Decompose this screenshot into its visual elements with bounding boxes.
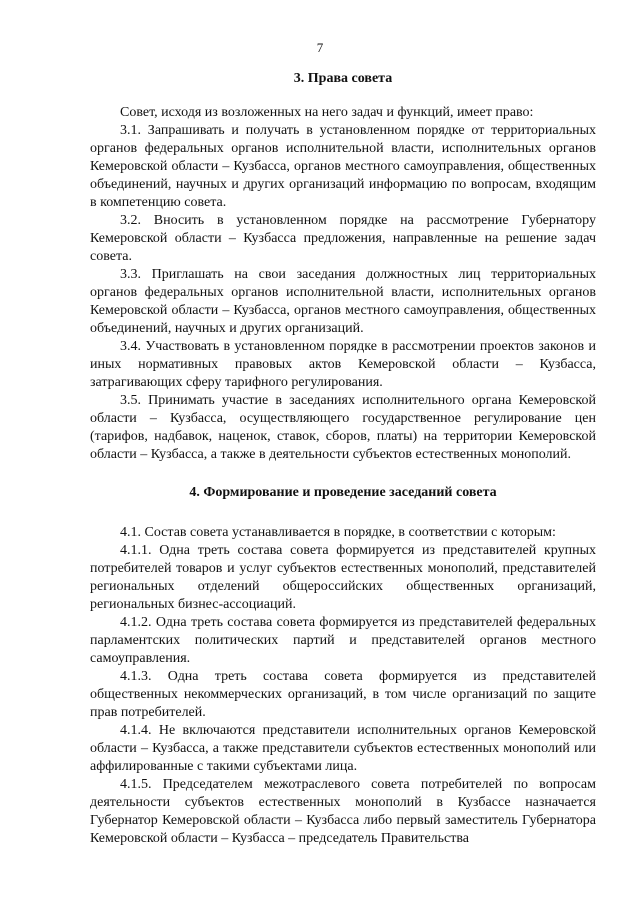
clause-3-5: 3.5. Принимать участие в заседаниях исполнительного органа Кемеровской области – Кузбасса, осуществляющего государственное регулирование цен (тарифов, надбавок, наценок, ставок, сборов, платы) на территории Кемеровской области – Кузбасса, а также в деятельности субъектов естественных монополий. bbox=[90, 393, 596, 462]
clause-4-1-1: 4.1.1. Одна треть состава совета формируется из представителей крупных потребителей товаров и услуг субъектов естественных монополий, представителей региональных отделений общероссийских общественных организаций, региональных бизнес-ассоциаций. bbox=[90, 543, 596, 612]
document-body bbox=[90, 70, 596, 848]
clause-4-1-3: 4.1.3. Одна треть состава совета формируется из представителей общественных некоммерческих организаций, в том числе организаций по защите прав потребителей. bbox=[90, 669, 596, 720]
section-3-intro: Совет, исходя из возложенных на него задач и функций, имеет право: bbox=[120, 105, 534, 120]
section-3-title: 3. Права совета bbox=[293, 71, 393, 86]
clause-3-2: 3.2. Вносить в установленном порядке на рассмотрение Губернатору Кемеровской области – Кузбасса предложения, направленные на решение задач совета. bbox=[90, 213, 596, 264]
clause-3-1: 3.1. Запрашивать и получать в установленном порядке от территориальных органов федеральных органов исполнительной власти, исполнительных органов Кемеровской области – Кузбасса, органов местного самоуправления, общественных объединений, научных и других организаций информацию по вопросам, входящим в компетенцию совета. bbox=[90, 123, 596, 210]
page-number: 7 bbox=[316, 40, 324, 55]
clause-4-1: 4.1. Состав совета устанавливается в порядке, в соответствии с которым: bbox=[120, 525, 556, 540]
clause-3-3: 3.3. Приглашать на свои заседания должностных лиц территориальных органов федеральных органов исполнительной власти, исполнительных органов Кемеровской области – Кузбасса, органов местного самоуправления, общественных объединений, научных и других организаций. bbox=[90, 267, 596, 336]
clause-4-1-5: 4.1.5. Председателем межотраслевого совета потребителей по вопросам деятельности субъектов естественных монополий в Кузбассе назначается Губернатор Кемеровской области – Кузбасса либо первый заместитель Губернатора Кемеровской области – Кузбасса – председатель Правительства bbox=[90, 777, 596, 846]
clause-4-1-2: 4.1.2. Одна треть состава совета формируется из представителей федеральных парламентских политических партий и представителей органов местного самоуправления. bbox=[90, 615, 596, 666]
clause-4-1-4: 4.1.4. Не включаются представители исполнительных органов Кемеровской области – Кузбасса, а также представители субъектов естественных монополий или аффилированные с такими субъектами лица. bbox=[90, 723, 596, 774]
section-4-title: 4. Формирование и проведение заседаний совета bbox=[189, 485, 497, 500]
clause-3-4: 3.4. Участвовать в установленном порядке в рассмотрении проектов законов и иных нормативных правовых актов Кемеровской области – Кузбасса, затрагивающих сферу тарифного регулирования. bbox=[90, 339, 596, 390]
